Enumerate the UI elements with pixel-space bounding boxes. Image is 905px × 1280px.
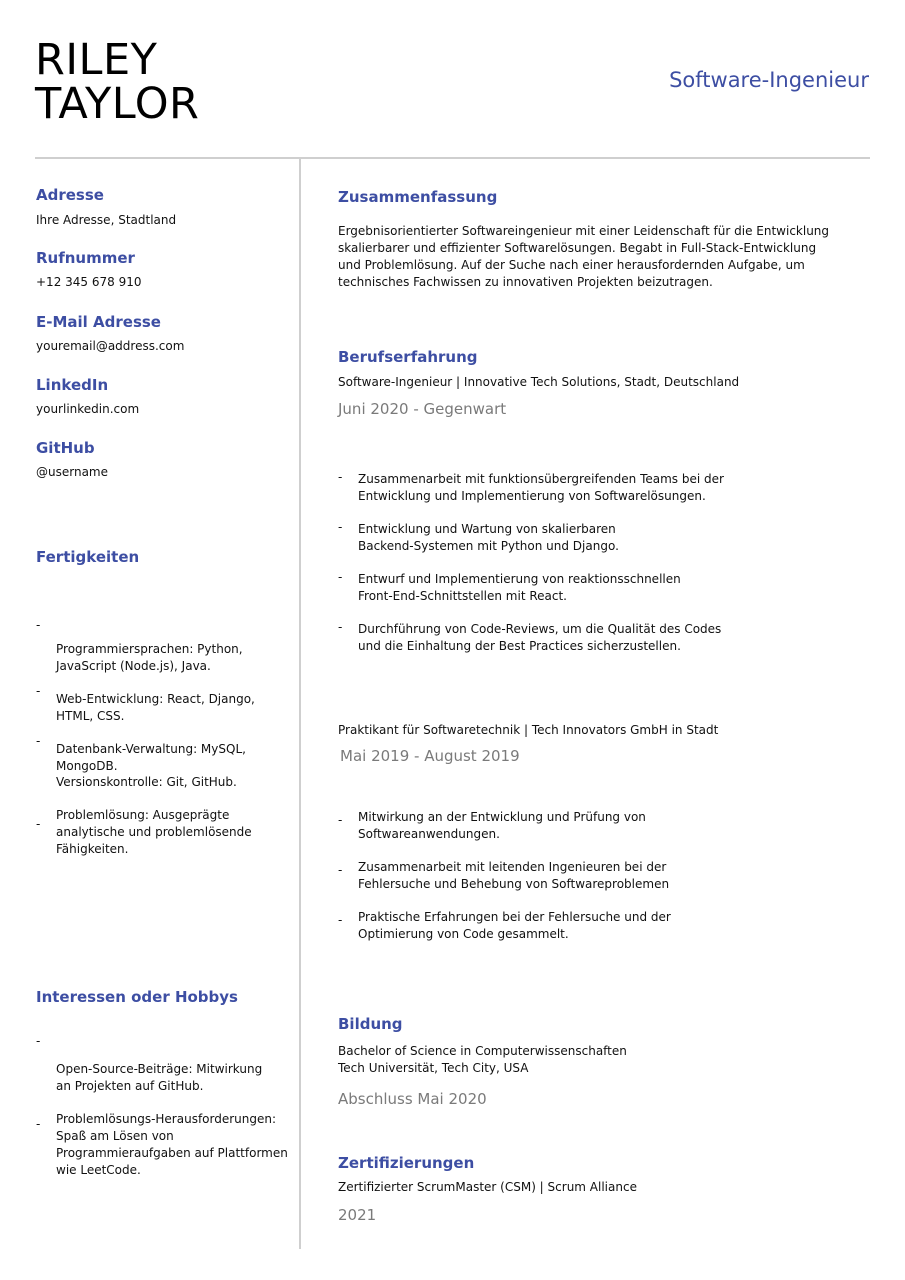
column-divider <box>299 159 301 1249</box>
hobby-bullet: - <box>36 1034 41 1048</box>
job-task: Entwicklung und Wartung von skalierbaren Backend-Systemen mit Python und Django. <box>358 522 619 553</box>
job-task: Mitwirkung an der Entwicklung und Prüfung von Softwareanwendungen. <box>358 810 646 841</box>
job-bullet: - <box>338 863 343 877</box>
job-bullet: - <box>338 520 343 534</box>
hobbies-heading: Interessen oder Hobbys <box>36 988 238 1006</box>
first-name: RILEY <box>35 35 158 85</box>
hobby-item: Open-Source-Beiträge: Mitwirkung an Projekten auf GitHub. <box>56 1062 263 1093</box>
linkedin-label: LinkedIn <box>36 376 109 394</box>
certifications-heading: Zertifizierungen <box>338 1154 475 1172</box>
experience-heading: Berufserfahrung <box>338 348 478 366</box>
linkedin-value: yourlinkedin.com <box>36 402 140 416</box>
education-degree: Bachelor of Science in Computerwissenschaften <box>338 1044 627 1058</box>
certification-year: 2021 <box>338 1206 377 1224</box>
education-school: Tech Universität, Tech City, USA <box>338 1061 529 1075</box>
hobby-item: Problemlösungs-Herausforderungen: Spaß am Lösen von Programmieraufgaben auf Plattformen wie LeetCode. <box>56 1112 288 1177</box>
candidate-name <box>35 35 200 129</box>
address-label: Adresse <box>36 186 104 204</box>
certification-item: Zertifizierter ScrumMaster (CSM) | Scrum Alliance <box>338 1180 637 1194</box>
github-value: @username <box>36 465 108 479</box>
summary-text: Ergebnisorientierter Softwareingenieur mit einer Leidenschaft für die Entwicklung skalierbarer und effizienter Softwarelösungen. Begabt in Full-Stack-Entwicklung und Problemlösung. Auf der Suche nach einer herausfordernden Aufgabe, um technisches Fachwissen zu innovativen Projekten beizutragen. <box>338 224 830 289</box>
job-bullet: - <box>338 813 343 827</box>
skill-bullet: - <box>36 817 41 831</box>
skill-bullet: - <box>36 684 41 698</box>
job-bullet: - <box>338 470 343 484</box>
skill-bullet: - <box>36 618 41 632</box>
skills-heading: Fertigkeiten <box>36 548 140 566</box>
phone-label: Rufnummer <box>36 249 135 267</box>
skill-item: Versionskontrolle: Git, GitHub. <box>56 775 237 789</box>
skill-item: Datenbank-Verwaltung: MySQL, MongoDB. <box>56 742 246 773</box>
skill-item: Programmiersprachen: Python, JavaScript (Node.js), Java. <box>56 642 243 673</box>
skill-item: Problemlösung: Ausgeprägte analytische und problemlösende Fähigkeiten. <box>56 808 252 856</box>
email-value: youremail@address.com <box>36 339 185 353</box>
phone-value: +12 345 678 910 <box>36 275 142 289</box>
job-title: Software-Ingenieur <box>669 68 869 92</box>
job-task: Zusammenarbeit mit funktionsübergreifenden Teams bei der Entwicklung und Implementierung von Softwarelösungen. <box>358 472 724 503</box>
job-task: Praktische Erfahrungen bei der Fehlersuche und der Optimierung von Code gesammelt. <box>358 910 671 941</box>
job-bullet: - <box>338 913 343 927</box>
job-bullet: - <box>338 620 343 634</box>
skill-bullet: - <box>36 734 41 748</box>
email-label: E-Mail Adresse <box>36 313 161 331</box>
job-task: Entwurf und Implementierung von reaktionsschnellen Front-End-Schnittstellen mit React. <box>358 572 681 603</box>
github-label: GitHub <box>36 439 95 457</box>
skill-item: Web-Entwicklung: React, Django, HTML, CSS. <box>56 692 255 723</box>
job-task: Zusammenarbeit mit leitenden Ingenieuren bei der Fehlersuche und Behebung von Softwareproblemen <box>358 860 670 891</box>
job-date: Mai 2019 - August 2019 <box>340 747 520 765</box>
address-value: Ihre Adresse, Stadtland <box>36 213 177 227</box>
hobby-bullet: - <box>36 1117 41 1131</box>
job-date: Juni 2020 - Gegenwart <box>338 400 507 418</box>
job-role: Praktikant für Softwaretechnik | Tech Innovators GmbH in Stadt <box>338 723 719 737</box>
job-role: Software-Ingenieur | Innovative Tech Solutions, Stadt, Deutschland <box>338 375 740 389</box>
last-name: TAYLOR <box>35 79 200 129</box>
job-task: Durchführung von Code-Reviews, um die Qualität des Codes und die Einhaltung der Best Practices sicherzustellen. <box>358 622 722 653</box>
education-date: Abschluss Mai 2020 <box>338 1090 487 1108</box>
job-bullet: - <box>338 570 343 584</box>
education-heading: Bildung <box>338 1015 403 1033</box>
summary-heading: Zusammenfassung <box>338 188 498 206</box>
header-divider <box>35 157 870 159</box>
